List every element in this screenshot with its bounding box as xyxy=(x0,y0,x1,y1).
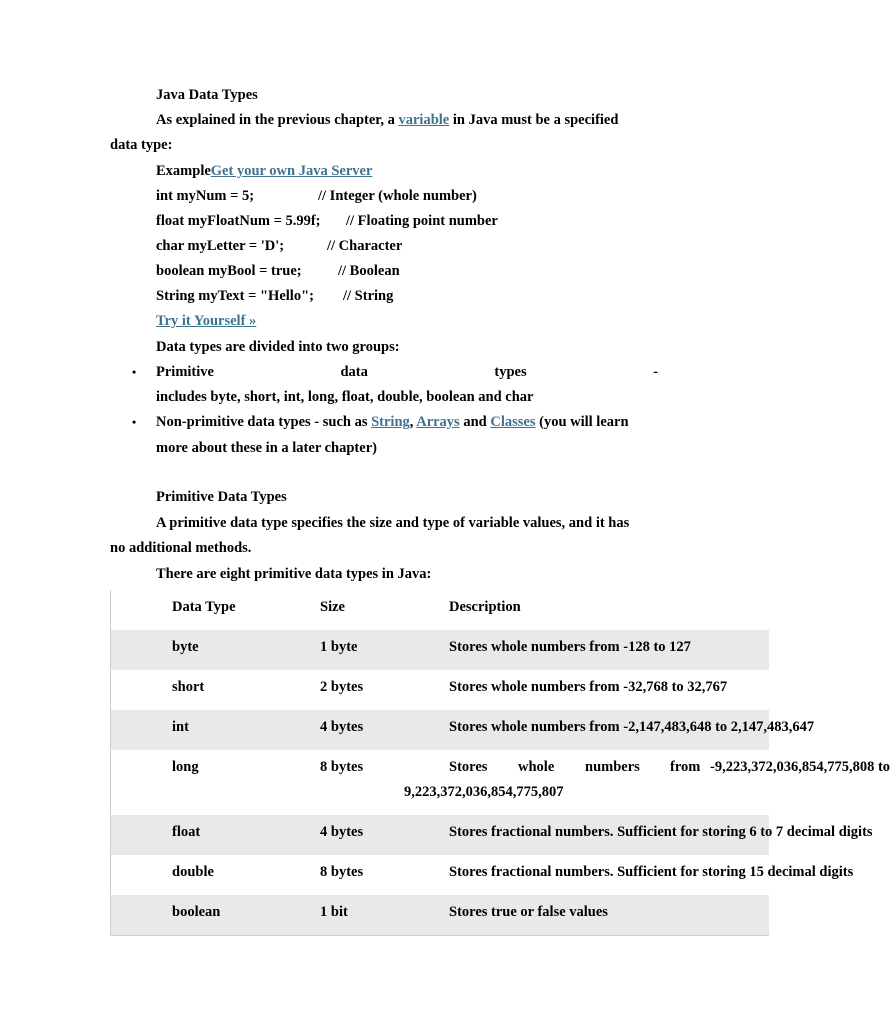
code-text: int myNum = 5; xyxy=(156,188,255,204)
bullet-nonprimitive-cont: more about these in a later chapter) xyxy=(156,440,377,456)
page-title: Java Data Types xyxy=(156,87,258,103)
intro-paragraph-cont: data type: xyxy=(110,137,173,153)
header-description: Description xyxy=(449,599,521,615)
arrays-link[interactable]: Arrays xyxy=(416,414,460,430)
cell-type: short xyxy=(172,679,205,695)
bullet-nonprimitive xyxy=(156,413,629,431)
cell-type: int xyxy=(172,719,189,735)
example-label: Example xyxy=(156,163,211,179)
java-server-link[interactable]: Get your own Java Server xyxy=(210,163,373,179)
cell-description-word: from xyxy=(670,759,701,775)
cell-description-word: -9,223,372,036,854,775,808 to xyxy=(710,759,890,775)
primitive-paragraph-cont: no additional methods. xyxy=(110,540,252,556)
code-line-boolean: boolean myBool = true; xyxy=(156,263,302,279)
intro-text-before: As explained in the previous chapter, a xyxy=(156,112,399,128)
bullet-primitive-cont: includes byte, short, int, long, float, double, boolean and char xyxy=(156,389,534,405)
cell-size: 1 byte xyxy=(320,639,358,655)
cell-size: 4 bytes xyxy=(320,719,364,735)
table-row xyxy=(111,750,890,815)
table-row xyxy=(111,815,873,855)
code-comment-float: // Floating point number xyxy=(346,213,498,229)
table-row xyxy=(111,895,769,935)
classes-link[interactable]: Classes xyxy=(490,414,536,430)
cell-description: Stores whole numbers from -32,768 to 32,767 xyxy=(449,679,728,695)
cell-description-word: Stores xyxy=(449,759,488,775)
cell-description: Stores true or false values xyxy=(449,904,608,920)
section-title-primitive: Primitive Data Types xyxy=(156,489,287,505)
code-comment-boolean: // Boolean xyxy=(338,263,400,279)
table-header-row xyxy=(111,590,769,630)
intro-paragraph xyxy=(156,111,618,129)
cell-description: Stores fractional numbers. Sufficient for storing 15 decimal digits xyxy=(449,864,854,880)
code-line-string: String myText = "Hello"; xyxy=(156,288,314,304)
cell-description-word: numbers xyxy=(585,759,640,775)
table-row xyxy=(111,855,854,895)
code-comment-string: // String xyxy=(343,288,394,304)
bullet-primitive xyxy=(156,363,658,381)
groups-intro: Data types are divided into two groups: xyxy=(156,339,400,355)
intro-text-after: in Java must be a specified xyxy=(449,112,619,128)
bullet-dot-primitive: • xyxy=(132,365,137,379)
code-comment-char: // Character xyxy=(327,238,403,254)
cell-description-cont: 9,223,372,036,854,775,807 xyxy=(404,784,564,800)
cell-type: byte xyxy=(172,639,199,655)
code-comment-int: // Integer (whole number) xyxy=(318,188,477,204)
data-types-table xyxy=(110,590,890,936)
bullet-word: types xyxy=(494,364,527,380)
bullet-dot-nonprimitive: • xyxy=(132,415,137,429)
cell-size: 4 bytes xyxy=(320,824,364,840)
cell-type: boolean xyxy=(172,904,221,920)
table-row xyxy=(111,630,769,670)
code-line-char: char myLetter = 'D'; xyxy=(156,238,285,254)
variable-link[interactable]: variable xyxy=(398,112,450,128)
cell-size: 8 bytes xyxy=(320,864,364,880)
table-row xyxy=(111,710,815,750)
cell-size: 8 bytes xyxy=(320,759,364,775)
primitive-paragraph: A primitive data type specifies the size and type of variable values, and it has xyxy=(156,515,630,531)
code-line-float: float myFloatNum = 5.99f; xyxy=(156,213,321,229)
table-row xyxy=(111,670,769,710)
cell-type: long xyxy=(172,759,199,775)
cell-description-word: whole xyxy=(518,759,555,775)
bullet-text-before: Non-primitive data types - such as xyxy=(156,414,372,430)
bullet-text-after: (you will learn xyxy=(535,414,629,430)
cell-description: Stores fractional numbers. Sufficient for storing 6 to 7 decimal digits xyxy=(449,824,873,840)
bullet-word: - xyxy=(653,364,658,380)
eight-types-text: There are eight primitive data types in Java: xyxy=(156,566,432,582)
cell-description: Stores whole numbers from -2,147,483,648 to 2,147,483,647 xyxy=(449,719,815,735)
example-heading xyxy=(156,162,372,180)
cell-type: double xyxy=(172,864,214,880)
header-data-type: Data Type xyxy=(172,599,236,615)
bullet-word: Primitive xyxy=(156,364,214,380)
bullet-sep: and xyxy=(459,414,491,430)
cell-size: 2 bytes xyxy=(320,679,364,695)
bullet-sep: , xyxy=(409,414,417,430)
cell-description: Stores whole numbers from -128 to 127 xyxy=(449,639,691,655)
code-line-int xyxy=(156,187,254,205)
cell-type: float xyxy=(172,824,201,840)
header-size: Size xyxy=(320,599,345,615)
bullet-word: data xyxy=(340,364,368,380)
string-link[interactable]: String xyxy=(371,414,410,430)
try-it-yourself-link[interactable]: Try it Yourself » xyxy=(156,313,257,329)
cell-size: 1 bit xyxy=(320,904,348,920)
